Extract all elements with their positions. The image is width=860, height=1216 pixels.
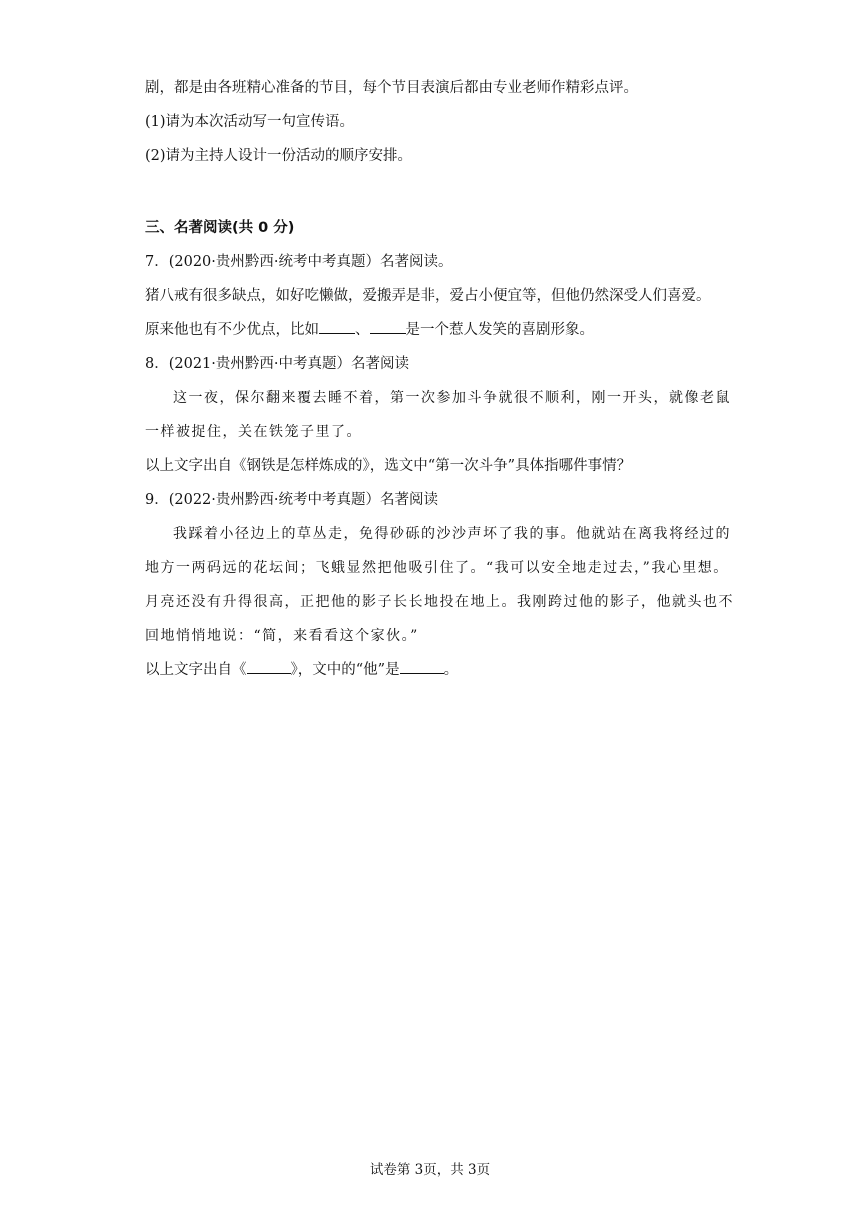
question-8-title: 8．(2021·贵州黔西·中考真题）名著阅读 xyxy=(145,356,410,372)
question-9-passage-line-1: 我踩着小径边上的草丛走，免得砂砾的沙沙声坏了我的事。他就站在离我将经过的 xyxy=(173,526,731,542)
question-7-title: 7．(2020·贵州黔西·统考中考真题）名著阅读。 xyxy=(145,254,453,270)
answer-blank-2[interactable] xyxy=(370,318,406,334)
question-8-question: 以上文字出自《钢铁是怎样炼成的》，选文中“第一次斗争”具体指哪件事情？ xyxy=(145,458,632,474)
exam-page-content xyxy=(145,71,734,687)
question-9-passage-line-4: 回地悄悄地说：“简，来看看这个家伙。” xyxy=(145,628,419,644)
question-7-text-c: 是一个惹人发笑的喜剧形象。 xyxy=(405,322,594,338)
page-footer: 试卷第 3页，共 3页 xyxy=(369,1162,491,1178)
question-9-text-c: 。 xyxy=(443,662,459,678)
question-9-title: 9．(2022·贵州黔西·统考中考真题）名著阅读 xyxy=(145,492,439,508)
question-7-text: 猪八戒有很多缺点，如好吃懒做，爱搬弄是非，爱占小便宜等，但他仍然深受人们喜爱。 xyxy=(145,288,711,304)
question-7-separator: 、 xyxy=(355,322,370,338)
answer-blank-person[interactable] xyxy=(400,658,444,674)
question-9-text-b: 》，文中的“他”是 xyxy=(290,662,400,678)
question-8-passage-line-1: 这一夜，保尔翻来覆去睡不着，第一次参加斗争就很不顺利，刚一开头，就像老鼠 xyxy=(173,390,731,406)
answer-blank-book[interactable] xyxy=(247,658,291,674)
section-heading: 三、名著阅读(共 0 分) xyxy=(145,220,295,236)
task-item-1: (1)请为本次活动写一句宣传语。 xyxy=(145,114,355,130)
intro-text: 剧，都是由各班精心准备的节目，每个节目表演后都由专业老师作精彩点评。 xyxy=(145,80,638,96)
question-7-blank-line xyxy=(145,313,725,347)
question-8-passage-line-2: 一样被捉住，关在铁笼子里了。 xyxy=(145,424,362,440)
question-9-text-a: 以上文字出自《 xyxy=(145,662,247,678)
question-9-passage-line-2: 地方一两码远的花坛间；飞蛾显然把他吸引住了。“我可以安全地走过去，”我心里想。 xyxy=(145,560,729,576)
task-item-2: (2)请为主持人设计一份活动的顺序安排。 xyxy=(145,148,413,164)
answer-blank-1[interactable] xyxy=(319,318,355,334)
question-9-question xyxy=(145,653,725,687)
question-7-text-a: 原来他也有不少优点，比如 xyxy=(145,322,319,338)
question-9-passage-line-3: 月亮还没有升得很高，正把他的影子长长地投在地上。我刚跨过他的影子，他就头也不 xyxy=(145,594,734,610)
